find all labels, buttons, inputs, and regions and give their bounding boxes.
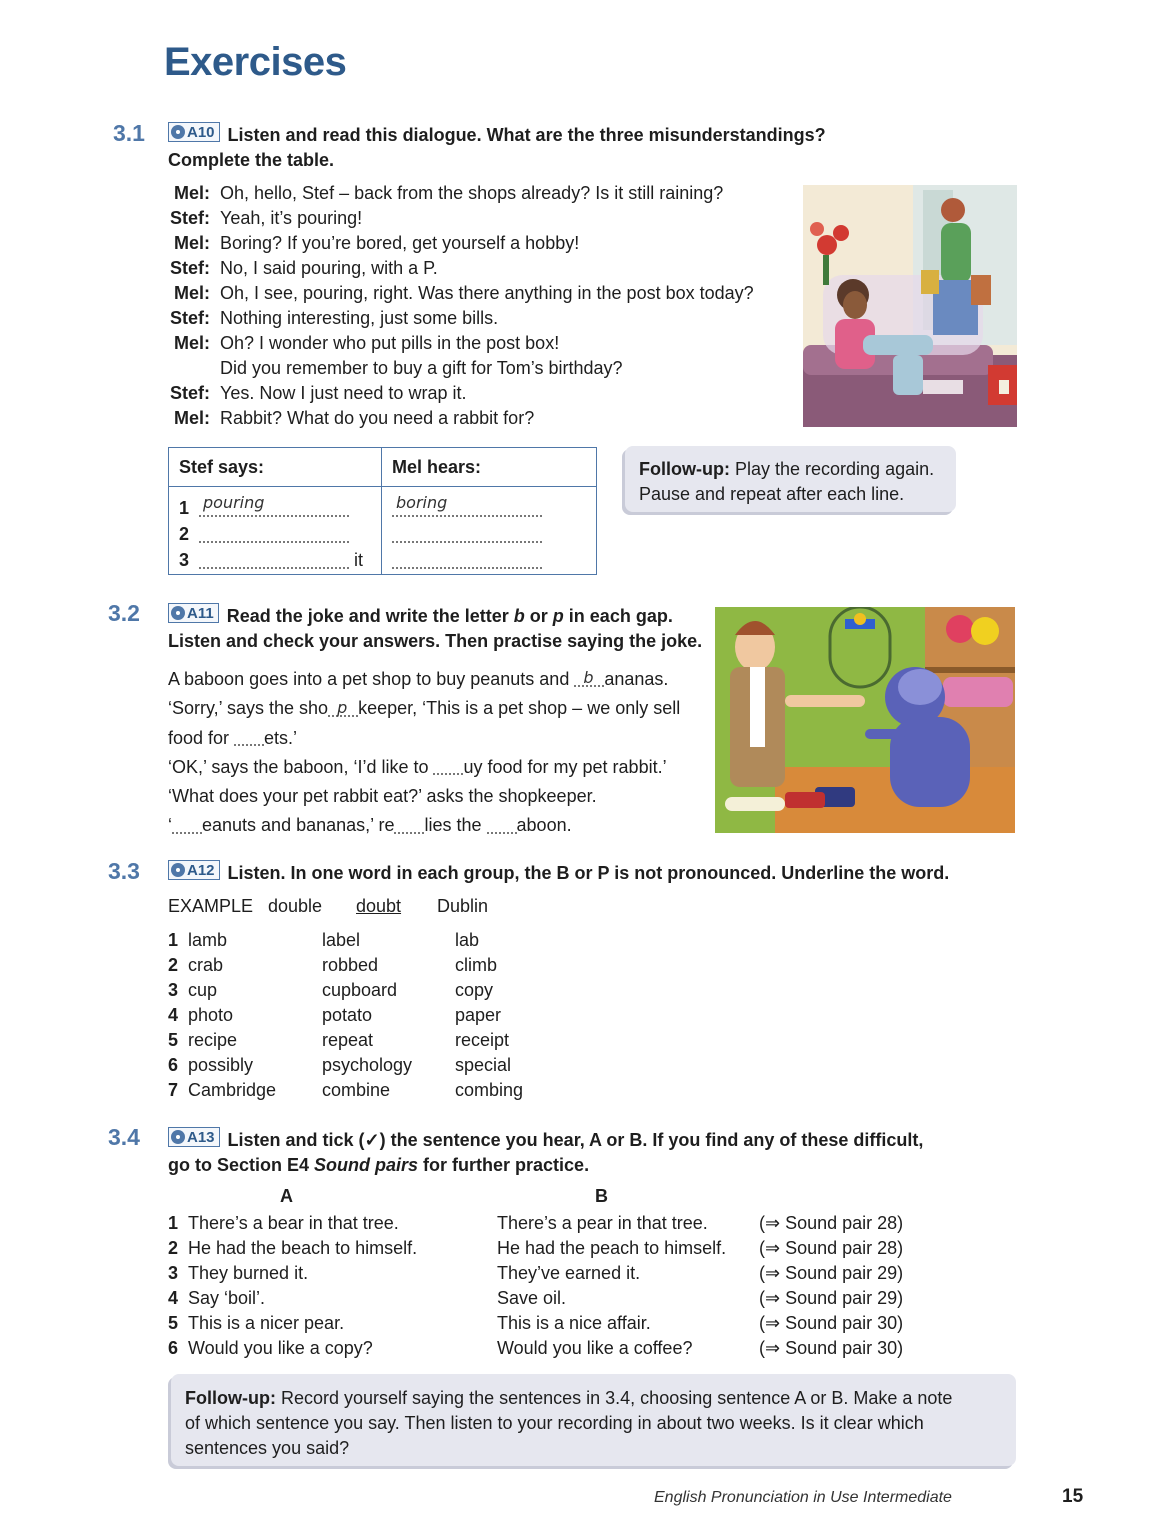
sound-pair-ref: (⇒ Sound pair 28): [759, 1213, 904, 1233]
table-row: 1 pouring: [179, 495, 371, 521]
cd-icon: [171, 606, 185, 620]
dialogue: [168, 181, 754, 431]
gap-3[interactable]: [234, 732, 264, 746]
sentence-a[interactable]: Say ‘boil’.: [188, 1288, 266, 1308]
table-header-mel: Mel hears:: [382, 448, 597, 487]
word-option[interactable]: cup: [188, 980, 218, 1000]
sentence-b[interactable]: Save oil.: [497, 1288, 567, 1308]
dialogue-line: Stef: Yeah, it’s pouring!: [170, 208, 363, 228]
joke-line: ‘OK,’ says the baboon, ‘I’d like to uy food for my pet rabbit.’: [168, 756, 667, 777]
word-groups: [168, 928, 568, 1103]
example-word: Dublin: [437, 896, 489, 916]
word-option[interactable]: receipt: [455, 1030, 510, 1050]
gap-2[interactable]: p: [328, 703, 358, 717]
list-item: 6 possibly psychology special: [168, 1053, 568, 1078]
dialogue-line: Stef: Yes. Now I just need to wrap it.: [170, 383, 467, 403]
exercise-number-3-1: 3.1: [113, 120, 145, 146]
gap-6[interactable]: [394, 820, 424, 834]
table-row: 3 They burned it. They’ve earned it. (⇒ Sound pair 29): [168, 1261, 928, 1286]
sentence-pairs: [168, 1211, 928, 1361]
sound-pair-ref: (⇒ Sound pair 29): [759, 1263, 904, 1283]
gap-4[interactable]: [433, 761, 463, 775]
joke-text: [168, 665, 708, 841]
cd-icon: [171, 863, 185, 877]
word-option[interactable]: special: [455, 1055, 512, 1075]
word-option[interactable]: potato: [322, 1005, 373, 1025]
joke-line: ‘ eanuts and bananas,’ re lies the aboon.: [168, 815, 572, 836]
sentence-a[interactable]: He had the beach to himself.: [188, 1238, 418, 1258]
word-option[interactable]: combing: [455, 1080, 524, 1100]
example-word-underlined: doubt: [356, 896, 402, 916]
word-option[interactable]: psychology: [322, 1055, 413, 1075]
sentence-b[interactable]: They’ve earned it.: [497, 1263, 641, 1283]
answer-blank-3-stef[interactable]: [199, 551, 349, 569]
word-option[interactable]: lamb: [188, 930, 228, 950]
page-title: Exercises: [164, 40, 347, 84]
sound-pair-ref: (⇒ Sound pair 30): [759, 1338, 904, 1358]
table-row: 3 it: [179, 549, 363, 570]
sentence-b[interactable]: He had the peach to himself.: [497, 1238, 727, 1258]
exercise-number-3-4: 3.4: [108, 1124, 140, 1150]
cd-icon: [171, 125, 185, 139]
word-option[interactable]: robbed: [322, 955, 379, 975]
dialogue-line: Mel: Oh? I wonder who put pills in the post box!: [174, 333, 560, 353]
example-row: EXAMPLE: [168, 896, 254, 916]
list-item: 2 crab robbed climb: [168, 953, 568, 978]
word-option[interactable]: climb: [455, 955, 498, 975]
answer-blank-3-mel[interactable]: [392, 551, 542, 569]
sentence-a[interactable]: They burned it.: [188, 1263, 309, 1283]
list-item: 7 Cambridge combine combing: [168, 1078, 568, 1103]
word-option[interactable]: Cambridge: [188, 1080, 277, 1100]
gap-1[interactable]: b: [574, 673, 604, 687]
exercise-3-4-instruction: A13 Listen and tick (✓) the sentence you hear, A or B. If you find any of these difficult, go to Section E4 Sound pairs for further practice.: [168, 1128, 924, 1175]
followup-box-3-1: Follow-up: Play the recording again. Pause and repeat after each line.: [625, 446, 956, 512]
exercise-number-3-2: 3.2: [108, 600, 140, 626]
followup-box-3-4: Follow-up: Record yourself saying the sentences in 3.4, choosing sentence A or B. Make a note of which sentence you say. Then listen to your recording in about two weeks. Is it clear which sentences you said?: [171, 1374, 1016, 1466]
column-header-b: B: [595, 1186, 608, 1206]
joke-line: ‘What does your pet rabbit eat?’ asks the shopkeeper.: [168, 786, 597, 807]
sound-pair-ref: (⇒ Sound pair 29): [759, 1288, 904, 1308]
audio-track-badge[interactable]: A11: [168, 603, 219, 623]
example-word: double: [268, 896, 323, 916]
sentence-b[interactable]: This is a nice affair.: [497, 1313, 651, 1333]
dialogue-line: Mel: Boring? If you’re bored, get yourself a hobby!: [174, 233, 580, 253]
list-item: 3 cup cupboard copy: [168, 978, 568, 1003]
cd-icon: [171, 1130, 185, 1144]
table-row: 5 This is a nicer pear. This is a nice affair. (⇒ Sound pair 30): [168, 1311, 928, 1336]
answer-blank-1-stef[interactable]: pouring: [199, 499, 349, 517]
table-row: 4 Say ‘boil’. Save oil. (⇒ Sound pair 29): [168, 1286, 928, 1311]
stef-says-column: [169, 487, 382, 575]
table-row: 2 He had the beach to himself. He had the peach to himself. (⇒ Sound pair 28): [168, 1236, 928, 1261]
answer-blank-2-mel[interactable]: [392, 525, 542, 543]
illustration-pet-shop: [715, 607, 1015, 833]
list-item: 1 lamb label lab: [168, 928, 568, 953]
answer-table: [168, 447, 597, 575]
word-option[interactable]: copy: [455, 980, 494, 1000]
gap-5[interactable]: [172, 820, 202, 834]
word-option[interactable]: recipe: [188, 1030, 238, 1050]
word-option[interactable]: combine: [322, 1080, 391, 1100]
audio-track-badge[interactable]: A13: [168, 1127, 220, 1147]
list-item: 4 photo potato paper: [168, 1003, 568, 1028]
mel-hears-column: [382, 487, 597, 575]
word-option[interactable]: crab: [188, 955, 224, 975]
exercise-3-3-instruction: A12 Listen. In one word in each group, the B or P is not pronounced. Underline the word.: [168, 860, 988, 886]
pet-shop-drawing: [715, 607, 1015, 833]
table-row: 1 There’s a bear in that tree. There’s a pear in that tree. (⇒ Sound pair 28): [168, 1211, 928, 1236]
dialogue-line: Mel: Oh, hello, Stef – back from the shops already? Is it still raining?: [174, 183, 724, 203]
footer-book-title: English Pronunciation in Use Intermediate: [654, 1489, 952, 1506]
table-row: 6 Would you like a copy? Would you like a coffee? (⇒ Sound pair 30): [168, 1336, 928, 1361]
word-option[interactable]: label: [322, 930, 361, 950]
table-row: [392, 547, 586, 573]
dialogue-line: Mel: Oh, I see, pouring, right. Was there anything in the post box today?: [174, 283, 754, 303]
audio-track-badge[interactable]: A10: [168, 122, 220, 142]
exercise-3-1-instruction: A10 Listen and read this dialogue. What are the three misunderstandings? Complete the table.: [168, 123, 826, 170]
sentence-a[interactable]: This is a nicer pear.: [188, 1313, 345, 1333]
sentence-a[interactable]: Would you like a copy?: [188, 1338, 373, 1358]
sound-pair-ref: (⇒ Sound pair 30): [759, 1313, 904, 1333]
word-option[interactable]: lab: [455, 930, 480, 950]
word-option[interactable]: possibly: [188, 1055, 254, 1075]
table-header-stef: Stef says:: [169, 448, 382, 487]
dialogue-line: Mel: Rabbit? What do you need a rabbit for?: [174, 408, 535, 428]
dialogue-line: Did you remember to buy a gift for Tom’s birthday?: [220, 358, 623, 378]
answer-blank-1-mel[interactable]: boring: [392, 499, 542, 517]
joke-line: food for ets.’: [168, 727, 298, 748]
column-header-a: A: [280, 1186, 293, 1206]
exercise-number-3-3: 3.3: [108, 858, 140, 884]
joke-line: A baboon goes into a pet shop to buy peanuts and b ananas.: [168, 668, 669, 689]
gap-7[interactable]: [487, 820, 517, 834]
living-room-drawing: [803, 185, 1017, 427]
sentence-b[interactable]: There’s a pear in that tree.: [497, 1213, 708, 1233]
page-number: 15: [1062, 1486, 1084, 1507]
audio-track-badge[interactable]: A12: [168, 860, 220, 880]
joke-line: ‘Sorry,’ says the sho p keeper, ‘This is a pet shop – we only sell: [168, 697, 681, 719]
table-row: 2: [179, 521, 371, 547]
word-option[interactable]: cupboard: [322, 980, 398, 1000]
illustration-living-room: [803, 185, 1017, 427]
word-option[interactable]: photo: [188, 1005, 234, 1025]
sentence-b[interactable]: Would you like a coffee?: [497, 1338, 693, 1358]
list-item: 5 recipe repeat receipt: [168, 1028, 568, 1053]
table-row: [392, 495, 586, 521]
dialogue-line: Stef: No, I said pouring, with a P.: [170, 258, 438, 278]
dialogue-line: Stef: Nothing interesting, just some bills.: [170, 308, 499, 328]
exercise-3-2-instruction: A11 Read the joke and write the letter b or p in each gap. Listen and check your answers. Then practise saying the joke.: [168, 604, 703, 651]
word-option[interactable]: paper: [455, 1005, 502, 1025]
sound-pair-ref: (⇒ Sound pair 28): [759, 1238, 904, 1258]
word-option[interactable]: repeat: [322, 1030, 374, 1050]
table-row: [392, 521, 586, 547]
answer-blank-2-stef[interactable]: [199, 525, 349, 543]
sentence-a[interactable]: There’s a bear in that tree.: [188, 1213, 399, 1233]
